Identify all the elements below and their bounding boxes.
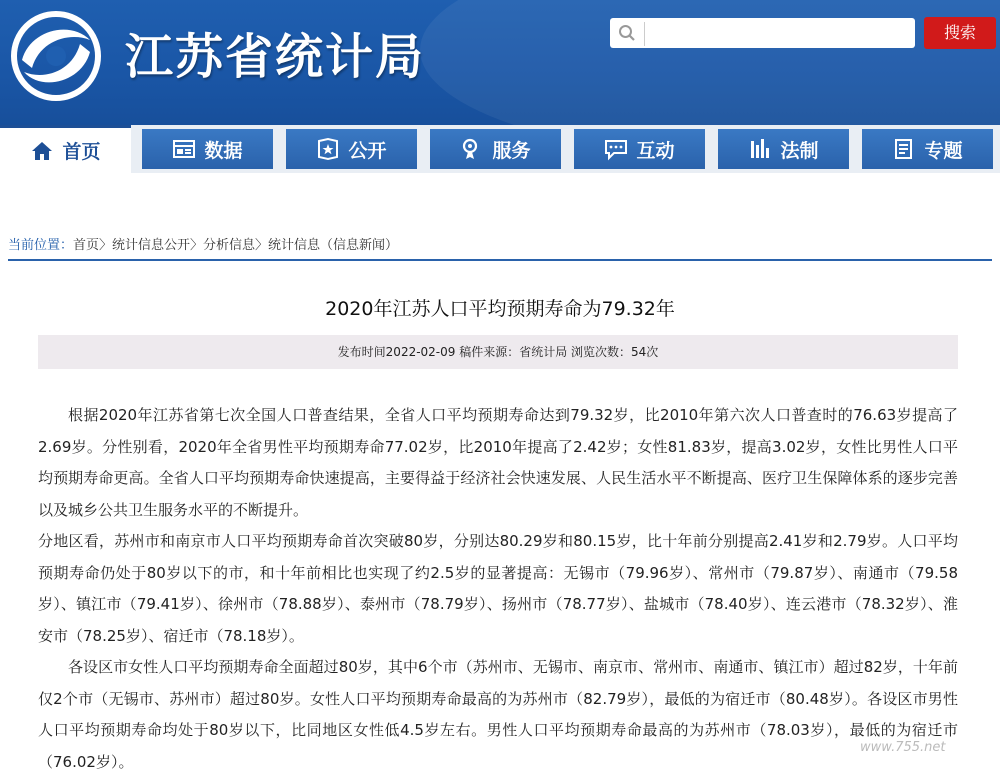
nav-item-service[interactable]: [430, 129, 561, 169]
article-content: [38, 400, 958, 778]
article-paragraph: 各设区市女性人口平均预期寿命全面超过80岁，其中6个市（苏州市、无锡市、南京市、常州市、南通市、镇江市）超过82岁，十年前仅2个市（无锡市、苏州市）超过80岁。女性人口平均预期寿命最高的为苏州市（82.79岁），最低的为宿迁市（80.48岁）。各设区市男性人口平均预期寿命均处于80岁以下，比同地区女性低4.5岁左右。男性人口平均预期寿命最高的为苏州市（78.03岁），最低的为宿迁市（76.02岁）。: [38, 658, 958, 771]
breadcrumb-lead: 当前位置：: [8, 238, 74, 253]
nav-item-label: 互动: [636, 139, 675, 162]
nav-item-label: 法制: [780, 139, 819, 162]
law-icon: [748, 137, 772, 161]
main-nav: [0, 125, 1000, 173]
search-input[interactable]: [644, 22, 913, 46]
nav-item-topic[interactable]: [862, 129, 993, 169]
nav-item-label: 公开: [348, 139, 387, 162]
nav-item-label: 数据: [204, 139, 243, 162]
nav-item-publicity[interactable]: [286, 129, 417, 169]
article-paragraph: 根据2020年江苏省第七次全国人口普查结果，全省人口平均预期寿命达到79.32岁，比2010年第六次人口普查时的76.63岁提高了2.69岁。分性别看，2020年全省男性平均预期寿命77.02岁，比2010年提高了2.42岁；女性81.83岁，提高3.02岁，女性比男性人口平均预期寿命更高。全省人口平均预期寿命快速提高，主要得益于经济社会快速发展、人民生活水平不断提高、医疗卫生保障体系的逐步完善以及城乡公共卫生服务水平的不断提升。: [38, 406, 958, 519]
breadcrumb-path[interactable]: 首页〉统计信息公开〉分析信息〉统计信息（信息新闻）: [73, 238, 399, 253]
topic-icon: [892, 137, 916, 161]
site-logo[interactable]: [10, 10, 102, 102]
search-button[interactable]: 搜索: [924, 17, 996, 49]
watermark: www.755.net: [860, 740, 946, 755]
chat-icon: [604, 137, 628, 161]
breadcrumb-divider: [8, 259, 992, 261]
publicity-icon: [316, 137, 340, 161]
breadcrumb: [8, 234, 398, 253]
active-tab-indicator: [56, 168, 74, 177]
search-icon: [618, 24, 636, 42]
nav-item-label: 服务: [492, 139, 531, 162]
article-title: 2020年江苏人口平均预期寿命为79.32年: [325, 298, 675, 320]
search-box: [610, 18, 915, 48]
site-title: 江苏省统计局: [125, 29, 426, 85]
site-header: [0, 0, 1000, 125]
data-icon: [172, 137, 196, 161]
article-meta: 发布时间2022-02-09 稿件来源：省统计局 浏览次数：54次: [38, 335, 958, 369]
nav-item-law[interactable]: [718, 129, 849, 169]
nav-item-label: 首页: [62, 141, 101, 163]
service-icon: [460, 137, 484, 161]
nav-item-label: 专题: [924, 139, 963, 162]
article-paragraph: 分地区看，苏州市和南京市人口平均预期寿命首次突破80岁，分别达80.29岁和80.15岁，比十年前分别提高2.41岁和2.79岁。人口平均预期寿命仍处于80岁以下的市，和十年前相比也实现了约2.5岁的显著提高：无锡市（79.96岁）、常州市（79.87岁）、南通市（79.58岁）、镇江市（79.41岁）、徐州市（78.88岁）、泰州市（78.79岁）、扬州市（78.77岁）、盐城市（78.40岁）、连云港市（78.32岁）、淮安市（78.25岁）、宿迁市（78.18岁）。: [38, 532, 958, 645]
home-icon: [30, 139, 54, 163]
nav-item-home[interactable]: [0, 125, 131, 173]
nav-item-interaction[interactable]: [574, 129, 705, 169]
nav-item-data[interactable]: [142, 129, 273, 169]
